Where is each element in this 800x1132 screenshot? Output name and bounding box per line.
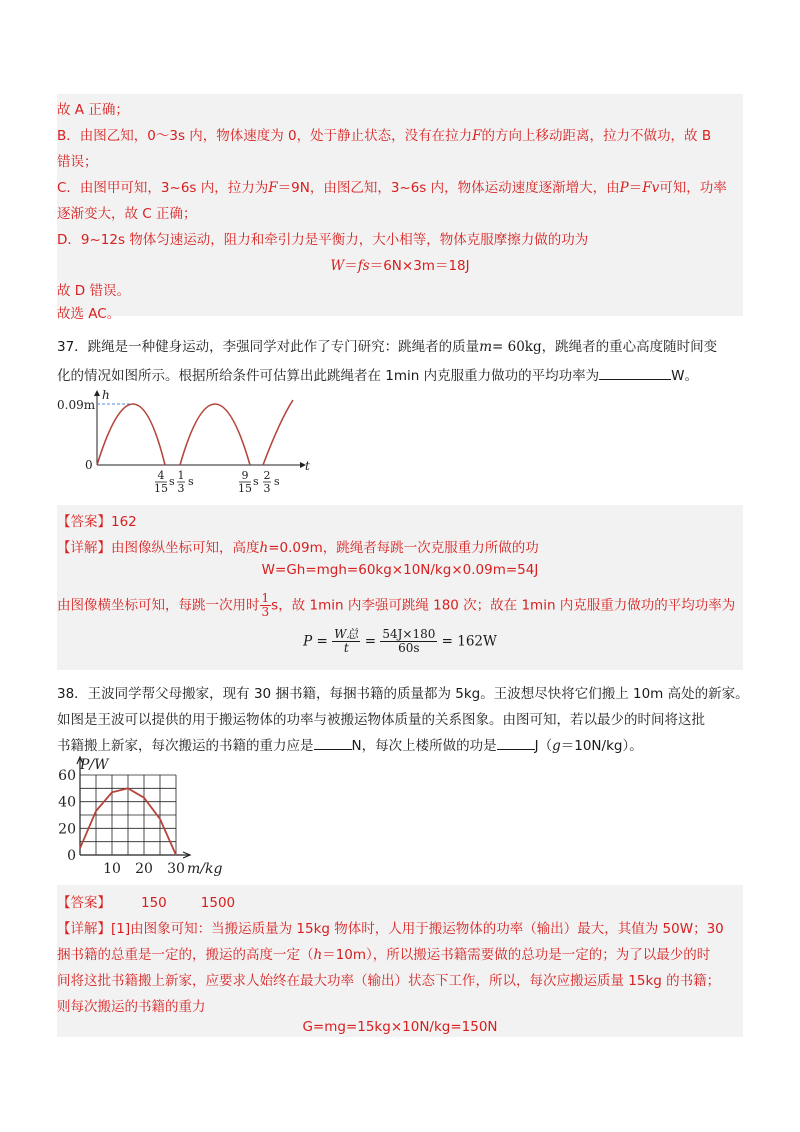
text-line: 故 A 正确； xyxy=(57,102,129,118)
text-line: 故选 AC。 xyxy=(57,306,121,322)
equation: W=Gh=mgh=60kg×10N/kg×0.09m=54J xyxy=(261,562,539,578)
equation: G=mg=15kg×10N/kg=150N xyxy=(302,1019,498,1035)
tick-num: 4 xyxy=(157,469,165,482)
tick-unit: s xyxy=(169,475,175,488)
y-tick-label: 20 xyxy=(58,821,76,838)
jump-curve-1 xyxy=(97,404,165,465)
fraction: $\frac{\text{W总}}{t}$ xyxy=(334,627,359,655)
y-tick-label: 60 xyxy=(58,768,76,784)
tick-num: 1 xyxy=(177,469,185,482)
question-38-text: 38．王波同学帮父母搬家，现有 30 捆书籍，每捆书籍的质量都为 5kg。王波想尽快将它们搬上 10m 高处的新家。 xyxy=(57,686,749,702)
y-tick-label: 40 xyxy=(58,794,76,811)
y-value-label: 0.09m xyxy=(57,398,96,412)
jump-curve-2 xyxy=(180,404,250,465)
x-axis-label: m/kg xyxy=(187,861,223,877)
x-tick-label: 30 xyxy=(167,861,185,877)
tick-den: 15 xyxy=(238,482,252,495)
text-line: C．由图甲可知，3~6s 内，拉力为F＝9N，由图乙知，3~6s 内，物体运动速度逐渐增大，由P＝Fv可知，功率 xyxy=(57,180,727,196)
question-37-text: 37．跳绳是一种健身运动，李强同学对此作了专门研究：跳绳者的质量m= 60kg，跳绳者的重心高度随时间变 xyxy=(57,339,718,355)
answer-line: 【答案】 150 1500 xyxy=(57,895,236,911)
detail-line: 【详解】[1]由图象可知：当搬运质量为 15kg 物体时，人用于搬运物体的功率（输出）最大，其值为 50W；30 xyxy=(57,921,724,937)
detail-line: 捆书籍的总重是一定的，搬运的高度一定（h＝10m），所以搬运书籍需要做的总功是一定的；为了以最少的时 xyxy=(57,947,711,963)
tick-unit: s xyxy=(253,475,259,488)
tick-den: 3 xyxy=(263,482,271,495)
fraction: $\frac{54J\times 180}{60s}$ xyxy=(382,627,436,655)
tick-unit: s xyxy=(274,475,280,488)
y-axis-label: h xyxy=(102,388,110,402)
power-equation: P = $\frac{\text{W总}}{t}$ = $\frac{54J\times 180}{60s}$ = 162W xyxy=(303,627,497,655)
question-38-text: 书籍搬上新家，每次搬运的书籍的重力应是 N，每次上楼所做的功是 J（g＝10N/kg）。 xyxy=(57,734,643,754)
x-axis-label: t xyxy=(305,459,310,473)
text-line: B．由图乙知，0～3s 内，物体速度为 0，处于静止状态，没有在拉力F的方向上移动距离，拉力不做功，故 B xyxy=(57,128,712,144)
text-line: 逐渐变大，故 C 正确； xyxy=(57,206,197,222)
origin-label: 0 xyxy=(85,458,93,472)
power-mass-chart xyxy=(50,752,240,882)
y-axis-label: P/W xyxy=(80,757,109,773)
answer-line: 【答案】162 xyxy=(57,514,137,530)
text-line: 故 D 错误。 xyxy=(57,283,130,299)
x-tick-label: 10 xyxy=(103,861,121,877)
answer-blank[interactable] xyxy=(599,365,671,380)
question-38-text: 如图是王波可以提供的用于搬运物体的功率与被搬运物体质量的关系图象。由图可知，若以最少的时间将这批 xyxy=(57,712,705,728)
height-time-graph xyxy=(55,385,315,500)
tick-num: 2 xyxy=(263,469,271,482)
answer-blank[interactable] xyxy=(497,735,535,750)
detail-line: 间将这批书籍搬上新家，应要求人始终在最大功率（输出）状态下工作，所以，每次应搬运质量 15kg 的书籍； xyxy=(57,973,721,989)
detail-line: 则每次搬运的书籍的重力 xyxy=(57,999,206,1015)
x-tick-label: 20 xyxy=(135,861,153,877)
tick-den: 3 xyxy=(177,482,185,495)
y-tick-label: 0 xyxy=(67,848,76,864)
jump-curve-3 xyxy=(263,400,293,465)
answer-blank[interactable] xyxy=(314,735,352,750)
detail-line: 【详解】由图像纵坐标可知，高度h=0.09m，跳绳者每跳一次克服重力所做的功 xyxy=(57,540,539,556)
text-line: D．9~12s 物体匀速运动，阻力和牵引力是平衡力，大小相等，物体克服摩擦力做的功为 xyxy=(57,232,589,248)
equation: W＝fs＝6N×3m＝18J xyxy=(330,258,470,274)
tick-num: 9 xyxy=(241,469,249,482)
tick-unit: s xyxy=(188,475,194,488)
tick-den: 15 xyxy=(154,482,168,495)
fraction: $\frac{1}{3}$ xyxy=(261,591,270,619)
text-line: 错误； xyxy=(57,154,98,170)
question-37-text: 化的情况如图所示。根据所给条件可估算出此跳绳者在 1min 内克服重力做功的平均功率为 W。 xyxy=(57,364,698,384)
detail-line: 由图像横坐标可知，每跳一次用时 $\frac{1}{3}$ s，故 1min 内李强可跳绳 180 次；故在 1min 内克服重力做功的平均功率为 xyxy=(57,591,736,619)
